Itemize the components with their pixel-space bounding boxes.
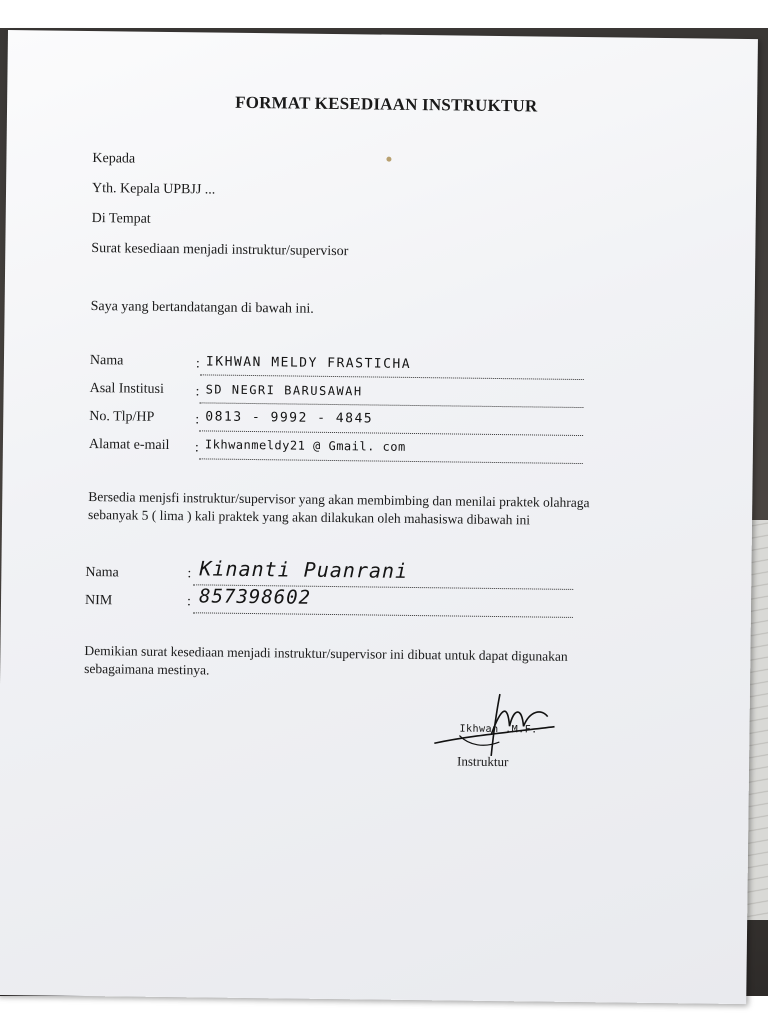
instructor-field-nama: Nama : IKHWAN MELDY FRASTICHA — [8, 30, 758, 39]
field-label: Nama — [85, 564, 119, 581]
dotted-line — [199, 458, 583, 464]
dotted-line — [199, 430, 583, 436]
statement-line-1: Bersedia menjsfi instruktur/supervisor yang akan membimbing dan menilai praktek olahraga — [88, 489, 590, 511]
document-title: FORMAT KESEDIAAN INSTRUKTUR — [235, 92, 538, 116]
field-label: NIM — [84, 592, 113, 609]
instructor-field-phone: No. Tlp/HP : 0813 - 9992 - 4845 — [8, 30, 758, 39]
field-value: 857398602 — [198, 585, 312, 609]
field-label: Alamat e-mail — [88, 437, 170, 454]
student-field-nama: Nama : Kinanti Puanrani — [8, 30, 758, 39]
field-value: Kinanti Puanrani — [199, 556, 409, 583]
field-value: SD NEGRI BARUSAWAH — [205, 382, 363, 399]
field-label: Asal Institusi — [89, 381, 164, 397]
field-label: No. Tlp/HP — [89, 409, 155, 425]
dotted-line — [193, 612, 573, 618]
instructor-field-email: Alamat e-mail : Ikhwanmeldy21 @ Gmail. com — [8, 30, 758, 39]
student-field-nim: NIM : 857398602 — [8, 30, 758, 39]
field-value: IKHWAN MELDY FRASTICHA — [205, 354, 412, 372]
signature-name: Ikhwan .M.F. — [459, 723, 538, 736]
field-label: Nama — [89, 353, 124, 369]
instructor-field-institusi: Asal Institusi : SD NEGRI BARUSAWAH — [8, 30, 758, 39]
header-line-kepala: Yth. Kepala UPBJJ ... — [91, 181, 216, 198]
paper-stain — [386, 157, 391, 162]
header-line-tempat: Di Tempat — [91, 211, 151, 227]
dotted-line — [199, 402, 583, 408]
field-value: Ikhwanmeldy21 @ Gmail. com — [204, 437, 406, 454]
closing-line-2: sebagaimana mestinya. — [84, 660, 210, 678]
statement-line-2: sebanyak 5 ( lima ) kali praktek yang akan dilakukan oleh mahasiswa dibawah ini — [87, 507, 531, 528]
field-value: 0813 - 9992 - 4845 — [205, 409, 374, 427]
intro-text: Saya yang bertandatangan di bawah ini. — [90, 299, 314, 317]
signature-role: Instruktur — [457, 753, 509, 770]
dotted-line — [200, 374, 584, 380]
header-line-subject: Surat kesediaan menjadi instruktur/supervisor — [91, 241, 349, 260]
header-line-kepada: Kepada — [92, 151, 136, 167]
form-paper — [0, 30, 758, 1004]
closing-line-1: Demikian surat kesediaan menjadi instruktur/supervisor ini dibuat untuk dapat digunakan — [84, 642, 568, 664]
